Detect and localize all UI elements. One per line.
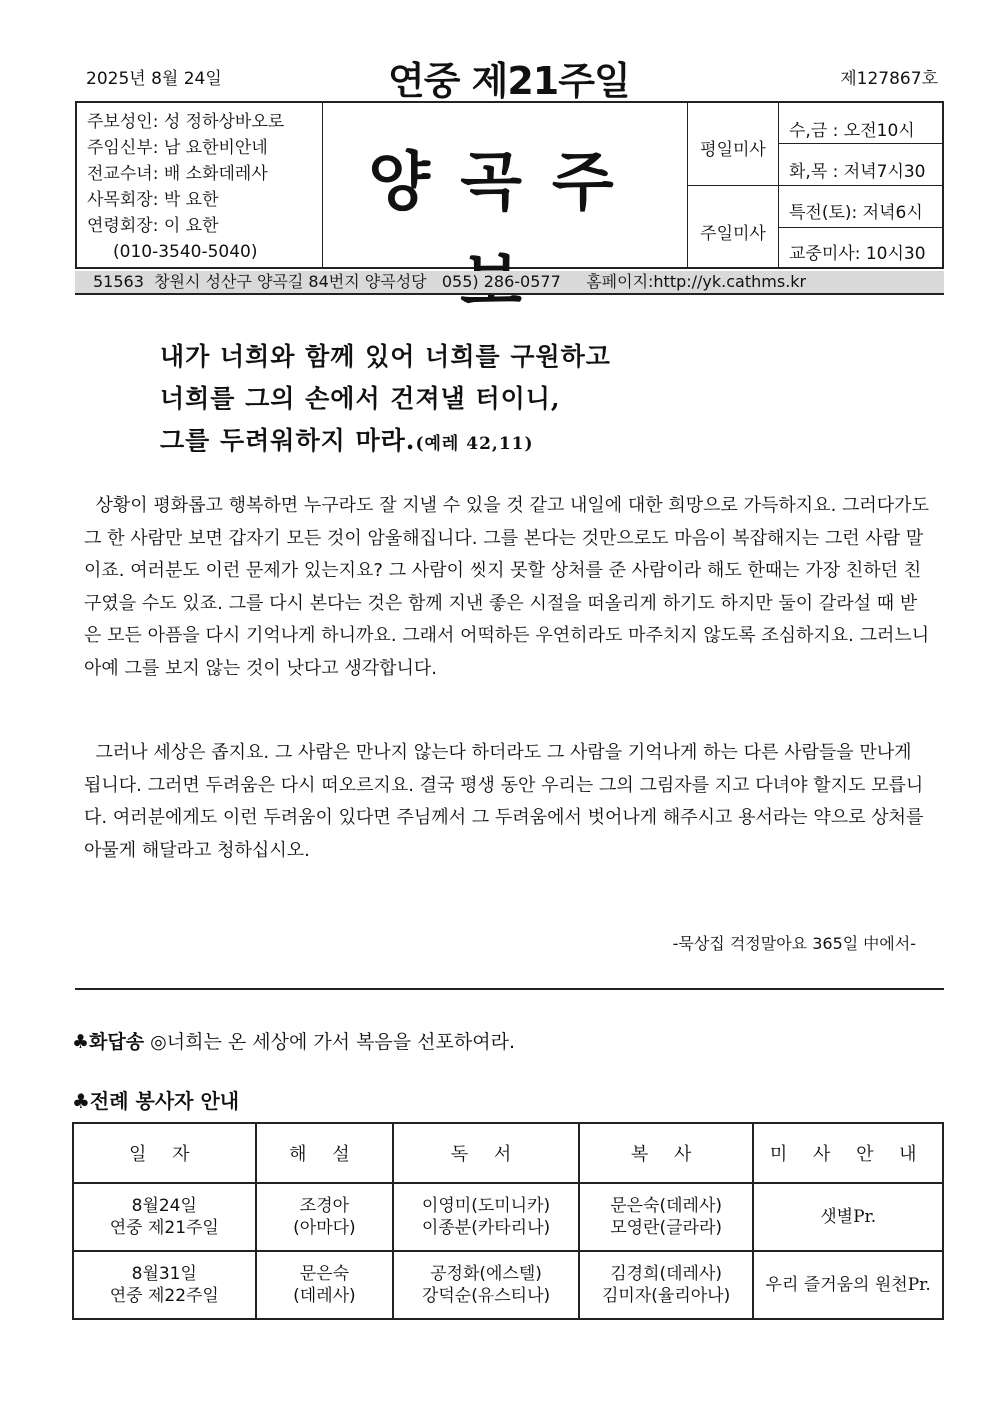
cell-servers	[579, 1183, 754, 1251]
cell-date	[73, 1183, 256, 1251]
sunday-time-2: 교중미사: 10시30	[789, 244, 926, 264]
server-1: 문은숙(데레사)	[610, 1196, 722, 1216]
server-1: 김경희(데레사)	[610, 1264, 722, 1284]
cell-readers	[393, 1251, 579, 1319]
cell-mass: 샛별Pr.	[753, 1183, 943, 1251]
psalm-text: ◎너희는 온 세상에 가서 복음을 선포하여라.	[150, 1031, 515, 1053]
reflection-text: 상황이 평화롭고 행복하면 누구라도 잘 지낼 수 있을 것 같고 내일에 대한 희망으로 가득하지요. 그러다가도 그 한 사람만 보면 갑자기 모든 것이 암울해집니다. 그를 본다는 것만으로도 마음이 복잡해지는 그런 사람 말이죠. 여러분도 이런 문제가 있는지요? 그 사람이 씻지 못할 상처를 준 사람이라 해도 한때는 가장 친하던 친구였을 수도 있죠. 그를 다시 본다는 것은 함께 지낸 좋은 시절을 떠올리게 하기도 하지만 둘이 갈라설 때 받은 모든 아픔을 다시 기억나게 하니까요. 그래서 어떡하든 우연히라도 마주치지 않도록 조심하지요. 그러느니 아예 그를 보지 않는 것이 낫다고 생각합니다.	[84, 495, 930, 679]
staff-sister: 전교수녀: 배 소화데레사	[87, 164, 268, 184]
reader-1: 공정화(에스텔)	[430, 1264, 542, 1284]
issue-number: 제127867호	[840, 69, 938, 89]
cell-readers	[393, 1183, 579, 1251]
table-row	[73, 1183, 943, 1251]
quote-line: 내가 너희와 함께 있어 너희를 구원하고	[160, 342, 611, 371]
commentator-name: 문은숙	[299, 1264, 350, 1284]
quote-line	[160, 420, 611, 465]
table-header-row	[73, 1123, 943, 1183]
staff-pastor: 주임신부: 남 요한비안네	[87, 138, 268, 158]
reflection-paragraph	[84, 490, 934, 685]
weekday-time-2: 화,목 : 저녁7시30	[789, 162, 926, 182]
staff-patron: 주보성인: 성 정하상바오로	[87, 112, 285, 132]
cell-date	[73, 1251, 256, 1319]
scripture-quote	[160, 336, 611, 465]
header-commentator: 해 설	[256, 1123, 394, 1183]
psalm-line	[72, 1027, 515, 1054]
header-readers: 독 서	[393, 1123, 579, 1183]
page-title: 연중 제21주일	[388, 59, 630, 103]
commentator-baptismal: (아마다)	[293, 1218, 356, 1238]
table-row	[73, 1251, 943, 1319]
commentator-name: 조경아	[299, 1196, 350, 1216]
source-citation: -묵상집 걱정말아요 365일 中에서-	[672, 934, 916, 953]
staff-phone: (010-3540-5040)	[113, 242, 258, 262]
quote-reference: (예레 42,11)	[415, 434, 534, 454]
weekday-time-1: 수,금 : 오전10시	[789, 121, 915, 141]
header-servers: 복 사	[579, 1123, 754, 1183]
date-day: 8월31일	[131, 1264, 197, 1284]
staff-list	[87, 109, 284, 265]
divider-line	[778, 143, 942, 144]
sunday-mass-label: 주일미사	[700, 224, 766, 244]
cell-mass: 우리 즐거움의 원천Pr.	[753, 1251, 943, 1319]
reflection-paragraph	[84, 737, 934, 867]
top-date: 2025년 8월 24일	[86, 69, 222, 89]
date-sunday: 연중 제22주일	[109, 1286, 219, 1306]
divider-line	[778, 227, 942, 228]
section-divider	[75, 988, 944, 990]
bulletin-name: 양곡주	[368, 146, 644, 220]
staff-council-president: 사목회장: 박 요한	[87, 190, 219, 210]
staff-funeral-president: 연령회장: 이 요한	[87, 216, 219, 236]
divider-line	[322, 103, 323, 267]
psalm-label: ♣화답송	[72, 1031, 145, 1053]
reader-1: 이영미(도미니카)	[421, 1196, 551, 1216]
header-mass: 미 사 안 내	[753, 1123, 943, 1183]
reflection-text: 그러나 세상은 좁지요. 그 사람은 만나지 않는다 하더라도 그 사람을 기억나게 하는 다른 사람들을 만나게 됩니다. 그러면 두려움은 다시 떠오르지요. 결국 평생 동안 우리는 그의 그림자를 지고 다녀야 할지도 모릅니다. 여러분에게도 이런 두려움이 있다면 주님께서 그 두려움에서 벗어나게 해주시고 용서라는 약으로 상처를 아물게 해달라고 청하십시오.	[84, 742, 924, 861]
server-2: 모영란(글라라)	[610, 1218, 722, 1238]
commentator-baptismal: (데레사)	[293, 1286, 356, 1306]
reader-2: 강덕순(유스티나)	[421, 1286, 551, 1306]
cell-servers	[579, 1251, 754, 1319]
quote-line-text: 그를 두려워하지 마라.	[160, 426, 416, 455]
sunday-time-1: 특전(토): 저녁6시	[789, 203, 923, 223]
date-sunday: 연중 제21주일	[109, 1218, 219, 1238]
server-2: 김미자(율리아나)	[602, 1286, 731, 1306]
divider-line	[687, 185, 942, 186]
service-table	[72, 1122, 944, 1320]
header-date: 일 자	[73, 1123, 256, 1183]
reader-2: 이종분(카타리나)	[421, 1218, 551, 1238]
cell-commentator	[256, 1251, 394, 1319]
cell-commentator	[256, 1183, 394, 1251]
date-day: 8월24일	[131, 1196, 197, 1216]
weekday-mass-label: 평일미사	[700, 140, 766, 160]
quote-line: 너희를 그의 손에서 건져낼 터이니,	[160, 384, 561, 413]
address-bar: 51563 창원시 성산구 양곡길 84번지 양곡성당 055) 286-0577 홈페이지:http://yk.cathms.kr	[75, 271, 944, 295]
service-title: ♣전례 봉사자 안내	[72, 1089, 240, 1113]
header-box	[75, 101, 944, 269]
